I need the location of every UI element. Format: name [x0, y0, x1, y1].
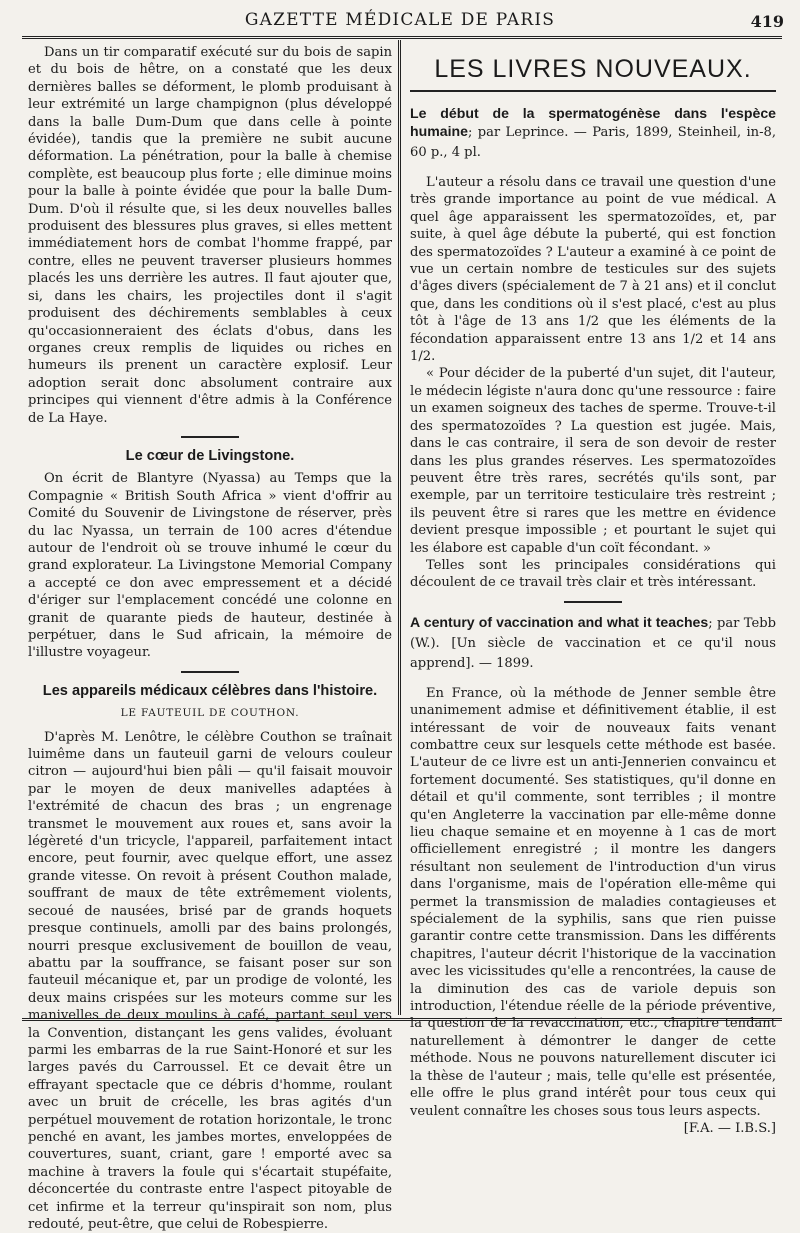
book2-heading — [410, 613, 776, 673]
book1-paragraph-2: « Pour décider de la puberté d'un sujet, dit l'auteur, le médecin légiste n'aura donc qu'une ressource : faire un examen soigneux des taches de sperme. Trouve-t-il des spermatozoïdes ? La question est jugée. Mais, dans le cas contraire, il sera de son devoir de rester dans les plus grandes réserves. Les spermatozoïdes peuvent être très rares, secrétés qu'ils sont, par exemple, par un territoire testiculaire très restreint ; ils peuvent être si rares que les mettre en évidence devient presque impossible ; et pourtant le sujet qui les élabore est capable d'un coït fécondant. » — [410, 366, 776, 556]
livingstone-heading: Le cœur de Livingstone. — [125, 447, 295, 464]
book1-title: Le début de la spermatogénèse dans l'espèce humaine — [410, 105, 776, 139]
header-rule — [22, 36, 782, 39]
book1-paragraph-3: Telles sont les principales considérations qui découlent de ce travail très clair et très intéressant. — [410, 557, 776, 591]
bullet-article-paragraph: Dans un tir comparatif exécuté sur du bois de sapin et du bois de hêtre, on a constaté que les deux dernières balles se déforment, le plomb produisant à leur extrémité un large champignon (plus développé dans la balle Dum-Dum que dans celle à pointe évidée), tandis que la première ne subit aucune déformation. La pénétration, pour la balle à chemise complète, est beaucoup plus forte ; elle diminue moins pour la balle à pointe évidée que pour la balle Dum-Dum. D'où il résulte que, si les deux nouvelles balles produisent des blessures plus graves, si elles mettent immédiatement hors de combat l'homme frappé, par contre, elles ne peuvent traverser plusieurs hommes placés les uns derrière les autres. Il faut ajouter que, si, dans les chairs, les projectiles dont il s'agit produisent des déchirements semblables à ceux qu'occasionneraient des éclats d'obus, dans les organes creux remplis de liquides ou riches en humeurs ils prenent un caractère explosif. Leur adoption serait donc absolument contraire aux principes qui viennent d'être admis à la Conférence de La Haye. — [28, 45, 392, 426]
book2-reference: ; par Tebb (W.). [Un siècle de vaccination et ce qu'il nous apprend]. — 1899. — [410, 615, 776, 671]
book1-reference: ; par Leprince. — Paris, 1899, Steinheil, in-8, 60 p., 4 pl. — [410, 125, 776, 160]
section-separator — [181, 671, 239, 673]
book1-heading — [410, 104, 776, 162]
page-number: 419 — [750, 12, 784, 31]
books-banner: LES LIVRES NOUVEAUX. — [434, 55, 752, 83]
left-column — [28, 44, 392, 1233]
couthon-subheading: LE FAUTEUIL DE COUTHON. — [120, 707, 300, 720]
book2-title: A century of vaccination and what it teaches — [410, 613, 709, 630]
right-column — [410, 44, 776, 1137]
journal-title: GAZETTE MÉDICALE DE PARIS — [244, 10, 556, 30]
book1-paragraph-1: L'auteur a résolu dans ce travail une question d'une très grande importance au point de vue médical. A quel âge apparaissent les spermatozoïdes, et, par suite, à quel âge débute la puberté, qui est fonction des spermatozoïdes ? L'auteur a examiné à ce point de vue un certain nombre de testicules sur des sujets d'âges divers (spécialement de 7 à 21 ans) et il conclut que, dans les conditions où il s'est placé, c'est au plus tôt à l'âge de 13 ans 1/2 que les éléments de la fécondation apparaissent entre 13 ans 1/2 et 14 ans 1/2. — [410, 175, 776, 365]
section-separator — [181, 436, 239, 438]
appareils-heading: Les appareils médicaux célèbres dans l'histoire. — [42, 682, 378, 699]
book2-signature: [F.A. — I.B.S.] — [683, 1120, 776, 1136]
section-separator — [564, 601, 622, 603]
book2-paragraph: En France, où la méthode de Jenner semble être unanimement admise et définitivement établie, il est intéressant de voir de nouveaux faits venant combattre ceux sur lesquels cette méthode est basée. L'auteur de ce livre est un anti-Jennerien convaincu et fortement documenté. Ses statistiques, qu'il donne en détail et qu'il commente, sont terribles ; il montre qu'en Angleterre la vaccination par elle-même donne lieu chaque semaine et en moyenne à 1 cas de mort officiellement enregistré ; il montre les dangers résultant non seulement de l'introduction d'un virus dans l'organisme, mais de l'opération elle-même qui permet la transmission de maladies contagieuses et spécialement de la syphilis, sans que rien puisse garantir contre cette transmission. Dans les différents chapitres, l'auteur décrit l'historique de la vaccination avec les vicissitudes qu'elle a rencontrées, la cause de la diminution des cas de variole depuis son introduction, l'étendue réelle de la période préventive, la question de la revaccination, etc., chapitre tendant naturellement à démontrer le danger de cette méthode. Nous ne pouvons naturellement discuter ici la thèse de l'auteur ; mais, telle qu'elle est présentée, elle offre le plus grand intérêt pour tous ceux qui veulent connaître les choses sous tous leurs aspects. — [410, 685, 776, 1119]
couthon-paragraph: D'après M. Lenôtre, le célèbre Couthon se traînait luimême dans un fauteuil garni de velours couleur citron — aujourd'hui bien pâli — qu'il faisait mouvoir par le moyen de deux manivelles adaptées à l'extrémité de chacun des bras ; un engrenage transmet le mouvement aux roues et, sans avoir la légèreté d'un tricycle, l'appareil, parfaitement intact encore, peut fournir, avec quelque effort, une assez grande vitesse. On revoit à présent Couthon malade, souffrant de maux de tête extrêmement violents, secoué de nausées, brisé par de grands hoquets presque continuels, amolli par des bains prolongés, nourri presque exclusivement de bouillon de veau, abattu par la souffrance, se faisant poser sur son fauteuil mécanique et, par un prodige de volonté, les deux mains crispées sur les moteurs comme sur les manivelles de deux moulins à café, partant seul vers la Convention, distançant les gens valides, évoluant parmi les embarras de la rue Saint-Honoré et sur les larges pavés du Carroussel. Et ce devait être un effrayant spectacle que ce débris d'homme, roulant avec un bruit de crécelle, les bras agités d'un perpétuel mouvement de rotation horizontale, le tronc penché en avant, les jambes mortes, enveloppées de couvertures, suant, criant, gare ! emporté avec sa machine à travers la foule qui s'écartait stupéfaite, déconcertée du contraste entre l'aspect pitoyable de cet infirme et la terreur qu'inspirait son nom, plus redouté, peut-être, que celui de Robespierre. — [28, 729, 392, 1232]
footer-rule — [22, 1018, 782, 1021]
column-divider — [398, 40, 401, 1015]
banner-rule — [410, 90, 776, 92]
running-header — [0, 8, 800, 36]
livingstone-paragraph: On écrit de Blantyre (Nyassa) au Temps que la Compagnie « British South Africa » vient d'offrir au Comité du Souvenir de Livingstone de réserver, près du lac Nyassa, un terrain de 100 acres d'étendue autour de l'endroit où se trouve inhumé le cœur du grand explorateur. La Livingstone Memorial Company a accepté ce don avec empressement et a décidé d'ériger sur l'emplacement concédé une colonne en granit de quarante pieds de hauteur, destinée à perpétuer, dans le Sud africain, la mémoire de l'illustre voyageur. — [28, 471, 392, 661]
